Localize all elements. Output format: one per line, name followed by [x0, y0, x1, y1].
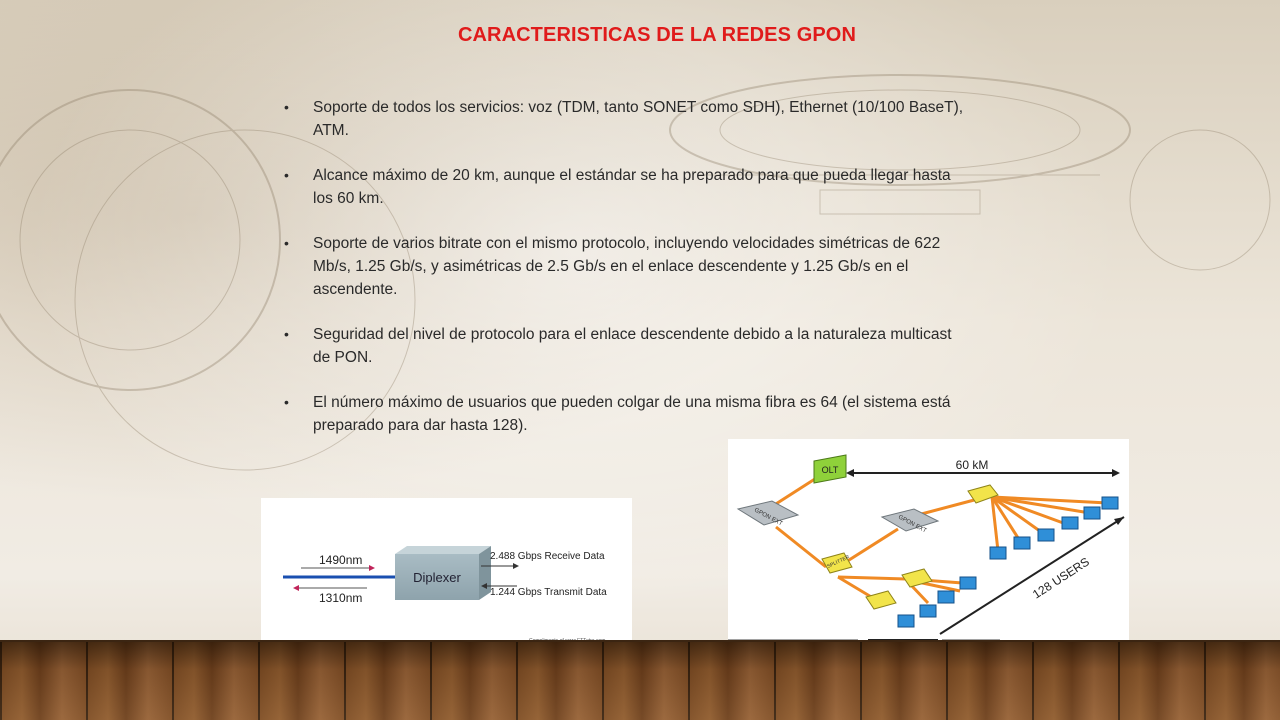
gpon-ext-label-1: GPON EXT: [753, 507, 784, 528]
user-device: [938, 591, 954, 603]
downstream-wavelength: 1490nm: [319, 553, 363, 567]
users-label: 128 USERS: [1030, 554, 1092, 602]
slide-title: CARACTERISTICAS DE LA REDES GPON: [457, 24, 857, 46]
bullet-marker: •: [284, 99, 289, 115]
user-device: [898, 615, 914, 627]
user-device: [1084, 507, 1100, 519]
bullet-marker: •: [284, 167, 289, 183]
floor-shading: [0, 642, 1280, 720]
users-arrow: [940, 517, 1124, 634]
bullet-item: [284, 96, 964, 142]
transmit-label: 1.244 Gbps Transmit Data: [490, 587, 607, 598]
olt-label: OLT: [821, 465, 839, 475]
distance-arrowhead-left: [846, 469, 854, 477]
bullet-marker: •: [284, 326, 289, 342]
downstream-arrowhead: [369, 565, 375, 571]
user-device: [920, 605, 936, 617]
bullet-text: Soporte de varios bitrate con el mismo protocolo, incluyendo velocidades simétricas de 622 Mb/s, 1.25 Gb/s, y asimétricas de 2.5 Gb/s en el enlace descendente y 1.25 Gb/s en el ascendente.: [313, 235, 941, 298]
receive-arrowhead: [513, 563, 519, 569]
diplexer-label: Diplexer: [413, 570, 461, 585]
bullet-marker: •: [284, 394, 289, 410]
secondary-splitter: [866, 591, 896, 609]
gpon-ext-label-2: GPON EXT: [897, 514, 928, 535]
upstream-wavelength: 1310nm: [319, 591, 363, 605]
bullet-text: Seguridad del nivel de protocolo para el enlace descendente debido a la naturaleza multicast de PON.: [313, 326, 952, 366]
user-device: [1038, 529, 1054, 541]
user-device: [1102, 497, 1118, 509]
bullet-marker: •: [284, 235, 289, 251]
upstream-arrowhead: [293, 585, 299, 591]
bullet-list: [284, 96, 964, 459]
user-device: [1014, 537, 1030, 549]
bullet-item: [284, 391, 964, 437]
receive-label: 2.488 Gbps Receive Data: [490, 551, 605, 562]
diplexer-box-top: [395, 546, 491, 554]
bullet-text: Alcance máximo de 20 km, aunque el estándar se ha preparado para que pueda llegar hasta los 60 km.: [313, 167, 951, 207]
distance-arrowhead-right: [1112, 469, 1120, 477]
gpon-topology-diagram: [728, 439, 1129, 644]
users-arrowhead: [1114, 517, 1124, 525]
bullet-item: [284, 323, 964, 369]
bullet-text: El número máximo de usuarios que pueden colgar de una misma fibra es 64 (el sistema está preparado para dar hasta 128).: [313, 394, 951, 434]
bullet-text: Soporte de todos los servicios: voz (TDM, tanto SONET como SDH), Ethernet (10/100 BaseT), ATM.: [313, 99, 964, 139]
user-device: [1062, 517, 1078, 529]
user-device: [990, 547, 1006, 559]
diplexer-diagram: [261, 498, 632, 646]
bullet-item: [284, 232, 964, 301]
user-device: [960, 577, 976, 589]
splitter-label: SPLITTER: [826, 554, 851, 570]
bullet-item: [284, 164, 964, 210]
distance-label: 60 kM: [955, 458, 989, 472]
